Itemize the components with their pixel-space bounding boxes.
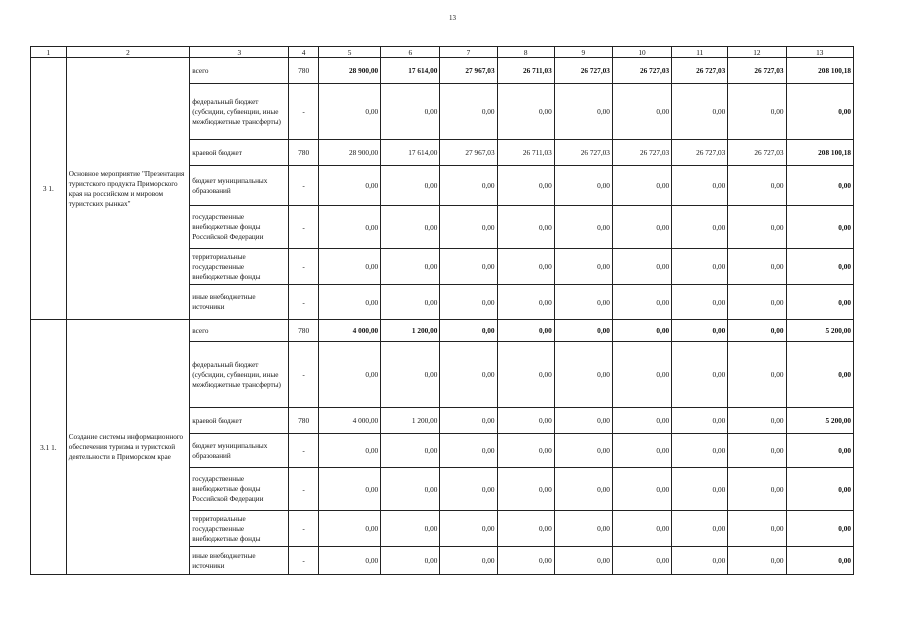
amount-cell: 0,00 <box>381 166 440 206</box>
amount-cell: 17 614,00 <box>381 140 440 166</box>
amount-cell: 4 000,00 <box>318 320 380 342</box>
amount-cell: 0,00 <box>554 547 612 575</box>
amount-cell: 0,00 <box>440 511 497 547</box>
amount-cell: 0,00 <box>612 342 671 408</box>
amount-cell: 0,00 <box>728 206 786 249</box>
amount-cell: 0,00 <box>786 285 853 320</box>
budget-code: - <box>289 468 319 511</box>
column-header: 1 <box>31 47 67 58</box>
amount-cell: 0,00 <box>728 84 786 140</box>
budget-code: - <box>289 206 319 249</box>
column-header: 6 <box>381 47 440 58</box>
amount-cell: 0,00 <box>440 434 497 468</box>
amount-cell: 0,00 <box>497 511 554 547</box>
amount-cell: 0,00 <box>497 166 554 206</box>
amount-cell: 0,00 <box>318 547 380 575</box>
amount-cell: 5 200,00 <box>786 408 853 434</box>
amount-cell: 0,00 <box>497 285 554 320</box>
amount-cell: 26 727,03 <box>554 58 612 84</box>
column-header: 10 <box>612 47 671 58</box>
amount-cell: 27 967,03 <box>440 58 497 84</box>
amount-cell: 0,00 <box>672 166 728 206</box>
amount-cell: 0,00 <box>786 84 853 140</box>
budget-code: 780 <box>289 408 319 434</box>
amount-cell: 0,00 <box>612 468 671 511</box>
amount-cell: 0,00 <box>440 547 497 575</box>
column-header: 8 <box>497 47 554 58</box>
funding-source: краевой бюджет <box>190 408 289 434</box>
amount-cell: 0,00 <box>440 320 497 342</box>
table-header <box>31 47 854 58</box>
amount-cell: 0,00 <box>554 468 612 511</box>
funding-source: федеральный бюджет (субсидии, субвенции, иные межбюджетные трансферты) <box>190 84 289 140</box>
amount-cell: 0,00 <box>440 166 497 206</box>
amount-cell: 0,00 <box>318 206 380 249</box>
amount-cell: 0,00 <box>318 434 380 468</box>
column-header: 2 <box>66 47 190 58</box>
budget-code: - <box>289 547 319 575</box>
funding-source: иные внебюджетные источники <box>190 547 289 575</box>
funding-source: государственные внебюджетные фонды Российской Федерации <box>190 468 289 511</box>
measure-code: 3 1. <box>31 58 67 320</box>
measure-name: Основное мероприятие "Презентация туристского продукта Приморского края на российском и мировом туристских рынках" <box>66 58 190 320</box>
amount-cell: 0,00 <box>786 249 853 285</box>
amount-cell: 0,00 <box>497 206 554 249</box>
amount-cell: 0,00 <box>728 320 786 342</box>
amount-cell: 28 900,00 <box>318 140 380 166</box>
page-number: 13 <box>449 14 456 22</box>
column-header: 4 <box>289 47 319 58</box>
amount-cell: 0,00 <box>381 511 440 547</box>
funding-source: бюджет муниципальных образований <box>190 434 289 468</box>
table-body <box>31 58 854 575</box>
column-header: 3 <box>190 47 289 58</box>
amount-cell: 0,00 <box>554 206 612 249</box>
amount-cell: 208 100,18 <box>786 58 853 84</box>
amount-cell: 0,00 <box>728 285 786 320</box>
budget-code: 780 <box>289 320 319 342</box>
amount-cell: 0,00 <box>381 84 440 140</box>
amount-cell: 0,00 <box>672 249 728 285</box>
amount-cell: 0,00 <box>786 166 853 206</box>
amount-cell: 26 727,03 <box>554 140 612 166</box>
amount-cell: 0,00 <box>728 547 786 575</box>
amount-cell: 0,00 <box>440 342 497 408</box>
table-row <box>31 320 854 342</box>
amount-cell: 0,00 <box>440 84 497 140</box>
amount-cell: 0,00 <box>612 434 671 468</box>
amount-cell: 0,00 <box>728 468 786 511</box>
amount-cell: 26 727,03 <box>612 140 671 166</box>
amount-cell: 0,00 <box>728 511 786 547</box>
amount-cell: 0,00 <box>381 206 440 249</box>
amount-cell: 4 000,00 <box>318 408 380 434</box>
header-row <box>31 47 854 58</box>
column-header: 9 <box>554 47 612 58</box>
amount-cell: 0,00 <box>672 342 728 408</box>
amount-cell: 0,00 <box>440 468 497 511</box>
amount-cell: 26 727,03 <box>728 58 786 84</box>
amount-cell: 0,00 <box>381 547 440 575</box>
amount-cell: 28 900,00 <box>318 58 380 84</box>
amount-cell: 0,00 <box>786 468 853 511</box>
budget-code: 780 <box>289 58 319 84</box>
amount-cell: 26 711,03 <box>497 140 554 166</box>
amount-cell: 0,00 <box>381 434 440 468</box>
table-row <box>31 58 854 84</box>
amount-cell: 0,00 <box>440 249 497 285</box>
amount-cell: 0,00 <box>672 434 728 468</box>
amount-cell: 0,00 <box>440 285 497 320</box>
funding-source: государственные внебюджетные фонды Российской Федерации <box>190 206 289 249</box>
amount-cell: 26 727,03 <box>672 58 728 84</box>
amount-cell: 0,00 <box>554 84 612 140</box>
amount-cell: 0,00 <box>318 342 380 408</box>
budget-code: - <box>289 285 319 320</box>
amount-cell: 0,00 <box>672 468 728 511</box>
amount-cell: 0,00 <box>728 249 786 285</box>
funding-source: иные внебюджетные источники <box>190 285 289 320</box>
amount-cell: 0,00 <box>786 547 853 575</box>
amount-cell: 0,00 <box>612 285 671 320</box>
amount-cell: 0,00 <box>672 285 728 320</box>
amount-cell: 0,00 <box>554 320 612 342</box>
amount-cell: 0,00 <box>497 468 554 511</box>
amount-cell: 0,00 <box>612 547 671 575</box>
budget-code: - <box>289 434 319 468</box>
amount-cell: 0,00 <box>497 434 554 468</box>
amount-cell: 0,00 <box>381 468 440 511</box>
budget-table <box>30 46 854 575</box>
amount-cell: 0,00 <box>672 408 728 434</box>
budget-code: 780 <box>289 140 319 166</box>
budget-code: - <box>289 511 319 547</box>
amount-cell: 27 967,03 <box>440 140 497 166</box>
funding-source: бюджет муниципальных образований <box>190 166 289 206</box>
amount-cell: 0,00 <box>728 166 786 206</box>
amount-cell: 0,00 <box>381 249 440 285</box>
funding-source: краевой бюджет <box>190 140 289 166</box>
budget-code: - <box>289 84 319 140</box>
amount-cell: 0,00 <box>554 166 612 206</box>
column-header: 5 <box>318 47 380 58</box>
amount-cell: 0,00 <box>672 547 728 575</box>
amount-cell: 0,00 <box>786 342 853 408</box>
amount-cell: 0,00 <box>381 285 440 320</box>
amount-cell: 0,00 <box>381 342 440 408</box>
amount-cell: 0,00 <box>672 84 728 140</box>
amount-cell: 0,00 <box>612 511 671 547</box>
amount-cell: 0,00 <box>318 166 380 206</box>
column-header: 7 <box>440 47 497 58</box>
amount-cell: 0,00 <box>497 342 554 408</box>
amount-cell: 0,00 <box>612 249 671 285</box>
budget-code: - <box>289 342 319 408</box>
amount-cell: 0,00 <box>728 408 786 434</box>
measure-name: Создание системы информационного обеспечения туризма и туристской деятельности в Приморском крае <box>66 320 190 575</box>
amount-cell: 0,00 <box>318 249 380 285</box>
budget-code: - <box>289 249 319 285</box>
amount-cell: 17 614,00 <box>381 58 440 84</box>
amount-cell: 0,00 <box>318 511 380 547</box>
funding-source: федеральный бюджет (субсидии, субвенции, иные межбюджетные трансферты) <box>190 342 289 408</box>
amount-cell: 26 727,03 <box>728 140 786 166</box>
amount-cell: 1 200,00 <box>381 408 440 434</box>
amount-cell: 0,00 <box>497 408 554 434</box>
funding-source: всего <box>190 58 289 84</box>
amount-cell: 0,00 <box>612 84 671 140</box>
amount-cell: 0,00 <box>612 166 671 206</box>
amount-cell: 0,00 <box>440 408 497 434</box>
amount-cell: 0,00 <box>554 434 612 468</box>
funding-source: всего <box>190 320 289 342</box>
amount-cell: 0,00 <box>786 434 853 468</box>
amount-cell: 0,00 <box>440 206 497 249</box>
amount-cell: 0,00 <box>612 206 671 249</box>
amount-cell: 208 100,18 <box>786 140 853 166</box>
funding-source: территориальные государственные внебюджетные фонды <box>190 249 289 285</box>
amount-cell: 0,00 <box>554 408 612 434</box>
amount-cell: 0,00 <box>497 547 554 575</box>
amount-cell: 0,00 <box>672 511 728 547</box>
amount-cell: 26 711,03 <box>497 58 554 84</box>
amount-cell: 0,00 <box>786 206 853 249</box>
amount-cell: 5 200,00 <box>786 320 853 342</box>
amount-cell: 0,00 <box>497 249 554 285</box>
budget-code: - <box>289 166 319 206</box>
column-header: 13 <box>786 47 853 58</box>
column-header: 11 <box>672 47 728 58</box>
amount-cell: 0,00 <box>612 320 671 342</box>
amount-cell: 0,00 <box>554 285 612 320</box>
amount-cell: 1 200,00 <box>381 320 440 342</box>
amount-cell: 26 727,03 <box>672 140 728 166</box>
amount-cell: 0,00 <box>728 342 786 408</box>
amount-cell: 0,00 <box>554 511 612 547</box>
amount-cell: 0,00 <box>728 434 786 468</box>
column-header: 12 <box>728 47 786 58</box>
amount-cell: 0,00 <box>672 320 728 342</box>
amount-cell: 0,00 <box>612 408 671 434</box>
amount-cell: 26 727,03 <box>612 58 671 84</box>
amount-cell: 0,00 <box>554 342 612 408</box>
amount-cell: 0,00 <box>497 84 554 140</box>
measure-code: 3.1 1. <box>31 320 67 575</box>
amount-cell: 0,00 <box>672 206 728 249</box>
amount-cell: 0,00 <box>318 285 380 320</box>
amount-cell: 0,00 <box>497 320 554 342</box>
amount-cell: 0,00 <box>318 468 380 511</box>
funding-source: территориальные государственные внебюджетные фонды <box>190 511 289 547</box>
amount-cell: 0,00 <box>786 511 853 547</box>
amount-cell: 0,00 <box>554 249 612 285</box>
amount-cell: 0,00 <box>318 84 380 140</box>
